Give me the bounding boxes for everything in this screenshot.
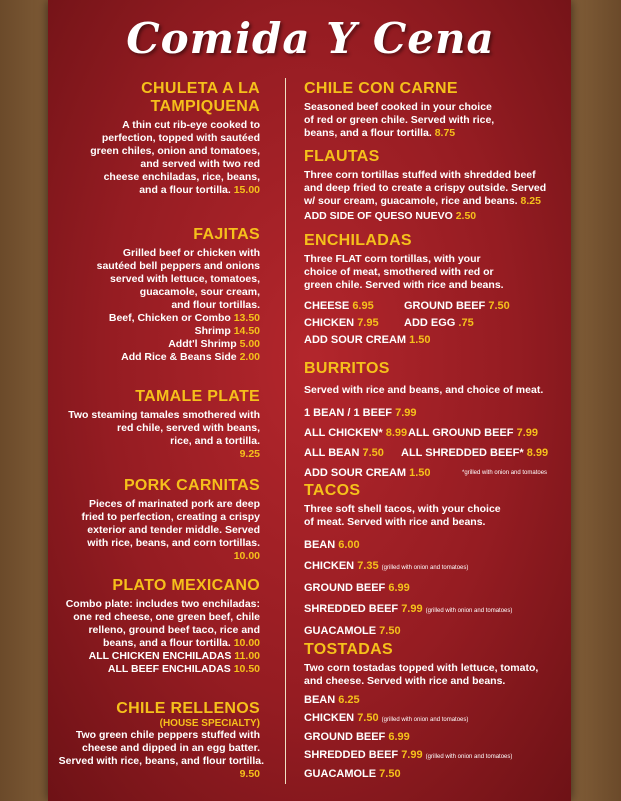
option-line: ALL BEEF ENCHILADAS 10.50 — [107, 663, 260, 675]
option-row: BEAN 6.25 — [304, 694, 360, 706]
section-description — [304, 101, 559, 140]
option-row: CHEESE 6.95 GROUND BEEF 7.50 — [304, 300, 510, 312]
section-description — [304, 503, 559, 529]
price: 13.50 — [233, 312, 260, 324]
desc-line: A thin cut rib-eye cooked to — [122, 119, 260, 131]
price: 7.95 — [357, 317, 379, 329]
section-description — [54, 729, 264, 781]
option-note: (grilled with onion and tomatoes) — [425, 753, 513, 760]
price: 7.50 — [488, 300, 510, 312]
burrito-options — [304, 403, 559, 483]
price: 7.50 — [379, 625, 401, 637]
section-heading: TAMALE PLATE — [135, 388, 260, 405]
desc-line: beans, and a flour tortilla. 8.75 — [304, 127, 456, 139]
price: 7.99 — [395, 407, 417, 419]
desc-line: Two green chile peppers stuffed with — [75, 729, 260, 741]
price: 9.25 — [239, 448, 260, 460]
desc-line: Two corn tostadas topped with lettuce, tomato, — [304, 662, 539, 674]
section-description — [54, 409, 260, 461]
section-plato — [54, 577, 260, 676]
option-row: GUACAMOLE 7.50 — [304, 625, 401, 637]
desc-line: green chiles, onion and tomatoes, — [90, 145, 260, 157]
price: 7.50 — [362, 447, 384, 459]
footnote: *grilled with onion and tomatoes — [462, 470, 548, 476]
desc-line: Three corn tortillas stuffed with shredded beef — [304, 169, 536, 181]
desc-line: Two steaming tamales smothered with — [68, 409, 260, 421]
section-fajitas — [54, 226, 260, 364]
option-row: 1 BEAN / 1 BEEF 7.99 — [304, 407, 417, 419]
desc-line: green chile. Served with rice and beans. — [304, 279, 504, 291]
section-description — [54, 247, 260, 364]
price: 6.99 — [388, 731, 410, 743]
desc-line: served with lettuce, tomatoes, — [110, 273, 260, 285]
desc-line: and served with two red — [140, 158, 260, 170]
desc-line: of red or green chile. Served with rice, — [304, 114, 495, 126]
option-row: SHREDDED BEEF 7.99 (grilled with onion and tomatoes) — [304, 748, 513, 761]
price: 6.25 — [338, 694, 360, 706]
section-heading: CHULETA A LA — [141, 80, 260, 97]
option-row: ALL BEAN 7.50 ALL SHREDDED BEEF* 8.99 — [304, 447, 549, 459]
price: 2.00 — [239, 351, 260, 363]
option-row: CHICKEN 7.35 (grilled with onion and tomatoes) — [304, 559, 469, 572]
desc-line: one red cheese, one green beef, chile — [73, 611, 260, 623]
column-divider — [285, 78, 286, 784]
desc-line: choice of meat, smothered with red or — [304, 266, 494, 278]
section-description — [304, 662, 559, 688]
desc-line: guacamole, sour cream, — [139, 286, 260, 298]
desc-line: cheese enchiladas, rice, beans, — [103, 171, 260, 183]
section-description — [54, 498, 260, 563]
desc-line: beans, and a flour tortilla. 10.00 — [103, 637, 260, 649]
section-heading: PLATO MEXICANO — [112, 577, 260, 594]
option-row: GROUND BEEF 6.99 — [304, 582, 410, 594]
option-row: CHICKEN 7.50 (grilled with onion and tomatoes) — [304, 711, 469, 724]
desc-line: cheese and dipped in an egg batter. — [82, 742, 260, 754]
price: 10.00 — [233, 550, 260, 562]
price: 7.99 — [516, 427, 539, 439]
section-chile-con-carne — [304, 80, 559, 140]
desc-line: with rice, beans, and corn tortillas. — [87, 537, 260, 549]
desc-line: of meat. Served with rice and beans. — [304, 516, 486, 528]
price: 1.50 — [409, 467, 431, 479]
section-heading: CHILE RELLENOS — [116, 700, 260, 717]
section-subheading: (HOUSE SPECIALTY) — [159, 718, 260, 729]
desc-line: Combo plate: includes two enchiladas: — [65, 598, 260, 610]
desc-line: and a flour tortilla. 15.00 — [139, 184, 260, 196]
price: 7.99 — [401, 602, 423, 615]
section-burritos — [304, 360, 559, 483]
price: 6.95 — [352, 300, 374, 312]
section-heading: ENCHILADAS — [304, 232, 412, 249]
price: 7.35 — [357, 559, 379, 572]
menu-title: Comida Y Cena — [126, 14, 495, 63]
price: 10.50 — [233, 663, 260, 675]
option-line: Addt'l Shrimp 5.00 — [168, 338, 260, 350]
section-heading: PORK CARNITAS — [123, 477, 260, 494]
section-description — [54, 598, 260, 676]
addon-line: ADD SIDE OF QUESO NUEVO 2.50 — [304, 210, 477, 222]
section-tostadas — [304, 641, 559, 784]
desc-line: rice, and a tortilla. — [170, 435, 260, 447]
option-row: ADD SOUR CREAM 1.50 *grilled with onion and tomatoes — [304, 463, 559, 483]
desc-line: sautéed bell peppers and onions — [96, 260, 260, 272]
section-description — [54, 119, 260, 197]
option-row: SHREDDED BEEF 7.99 (grilled with onion and tomatoes) — [304, 602, 513, 615]
desc-line: Three soft shell tacos, with your choice — [304, 503, 501, 515]
desc-line: exterior and tender middle. Served — [87, 524, 260, 536]
option-line: Shrimp 14.50 — [194, 325, 260, 337]
desc-line: Served with rice, beans, and flour tortilla. — [58, 755, 264, 767]
option-line: Add Rice & Beans Side 2.00 — [121, 351, 260, 363]
price: 10.00 — [233, 637, 260, 649]
price: 7.50 — [379, 768, 401, 780]
section-heading: FLAUTAS — [304, 148, 380, 165]
price: 5.00 — [239, 338, 260, 350]
desc-line: red chile, served with beans, — [117, 422, 260, 434]
section-description — [304, 253, 559, 292]
section-chuleta — [54, 80, 260, 197]
option-row: ALL CHICKEN* 8.99 ALL GROUND BEEF 7.99 — [304, 427, 539, 439]
price: 7.99 — [401, 748, 423, 761]
option-note: (grilled with onion and tomatoes) — [381, 564, 469, 571]
section-description: Served with rice and beans, and choice of meat. — [304, 384, 544, 396]
option-note: (grilled with onion and tomatoes) — [425, 607, 513, 614]
tostada-options — [304, 692, 559, 784]
option-note: (grilled with onion and tomatoes) — [381, 716, 469, 723]
desc-line: w/ sour cream, guacamole, rice and beans. 8.25 — [304, 195, 541, 207]
price: 15.00 — [233, 184, 260, 196]
desc-line: Grilled beef or chicken with — [122, 247, 260, 259]
desc-line: and flour tortillas. — [171, 299, 260, 311]
enchilada-options — [304, 298, 559, 349]
price: 6.99 — [388, 582, 410, 594]
option-row: GUACAMOLE 7.50 — [304, 768, 401, 780]
desc-line: fried to perfection, creating a crispy — [81, 511, 260, 523]
desc-line: relleno, ground beef taco, rice and — [88, 624, 260, 636]
price: .75 — [458, 317, 474, 329]
section-tamale — [54, 388, 260, 461]
section-heading: FAJITAS — [193, 226, 260, 243]
price: 2.50 — [455, 210, 477, 222]
desc-line: and deep fried to create a crispy outside. Served — [304, 182, 547, 194]
section-description — [304, 169, 559, 223]
price: 8.99 — [385, 427, 408, 439]
desc-line: Pieces of marinated pork are deep — [89, 498, 260, 510]
section-heading: BURRITOS — [304, 360, 390, 377]
option-line: Beef, Chicken or Combo 13.50 — [108, 312, 260, 324]
section-heading: TAMPIQUENA — [150, 98, 260, 115]
price: 9.50 — [239, 768, 260, 780]
price: 8.99 — [526, 447, 549, 459]
section-enchiladas — [304, 232, 559, 349]
section-carnitas — [54, 477, 260, 563]
desc-line: and cheese. Served with rice and beans. — [304, 675, 506, 687]
price: 7.50 — [357, 711, 379, 724]
option-line: ALL CHICKEN ENCHILADAS 11.00 — [88, 650, 260, 662]
option-row: BEAN 6.00 — [304, 539, 360, 551]
price: 14.50 — [233, 325, 260, 337]
section-flautas — [304, 148, 559, 223]
desc-line: perfection, topped with sautéed — [101, 132, 260, 144]
desc-line: Seasoned beef cooked in your choice — [304, 101, 492, 113]
section-heading: CHILE CON CARNE — [304, 80, 458, 97]
option-row: ADD SOUR CREAM 1.50 — [304, 334, 431, 346]
section-rellenos — [54, 700, 264, 781]
price: 8.75 — [434, 127, 456, 139]
option-row: GROUND BEEF 6.99 — [304, 731, 410, 743]
desc-line: Three FLAT corn tortillas, with your — [304, 253, 481, 265]
taco-options — [304, 535, 559, 642]
section-heading: TOSTADAS — [304, 641, 393, 658]
option-row: CHICKEN 7.95 ADD EGG .75 — [304, 317, 474, 329]
section-tacos — [304, 482, 559, 642]
price: 11.00 — [234, 650, 260, 662]
price: 6.00 — [338, 539, 360, 551]
price: 8.25 — [520, 195, 541, 207]
section-heading: TACOS — [304, 482, 361, 499]
price: 1.50 — [409, 334, 431, 346]
